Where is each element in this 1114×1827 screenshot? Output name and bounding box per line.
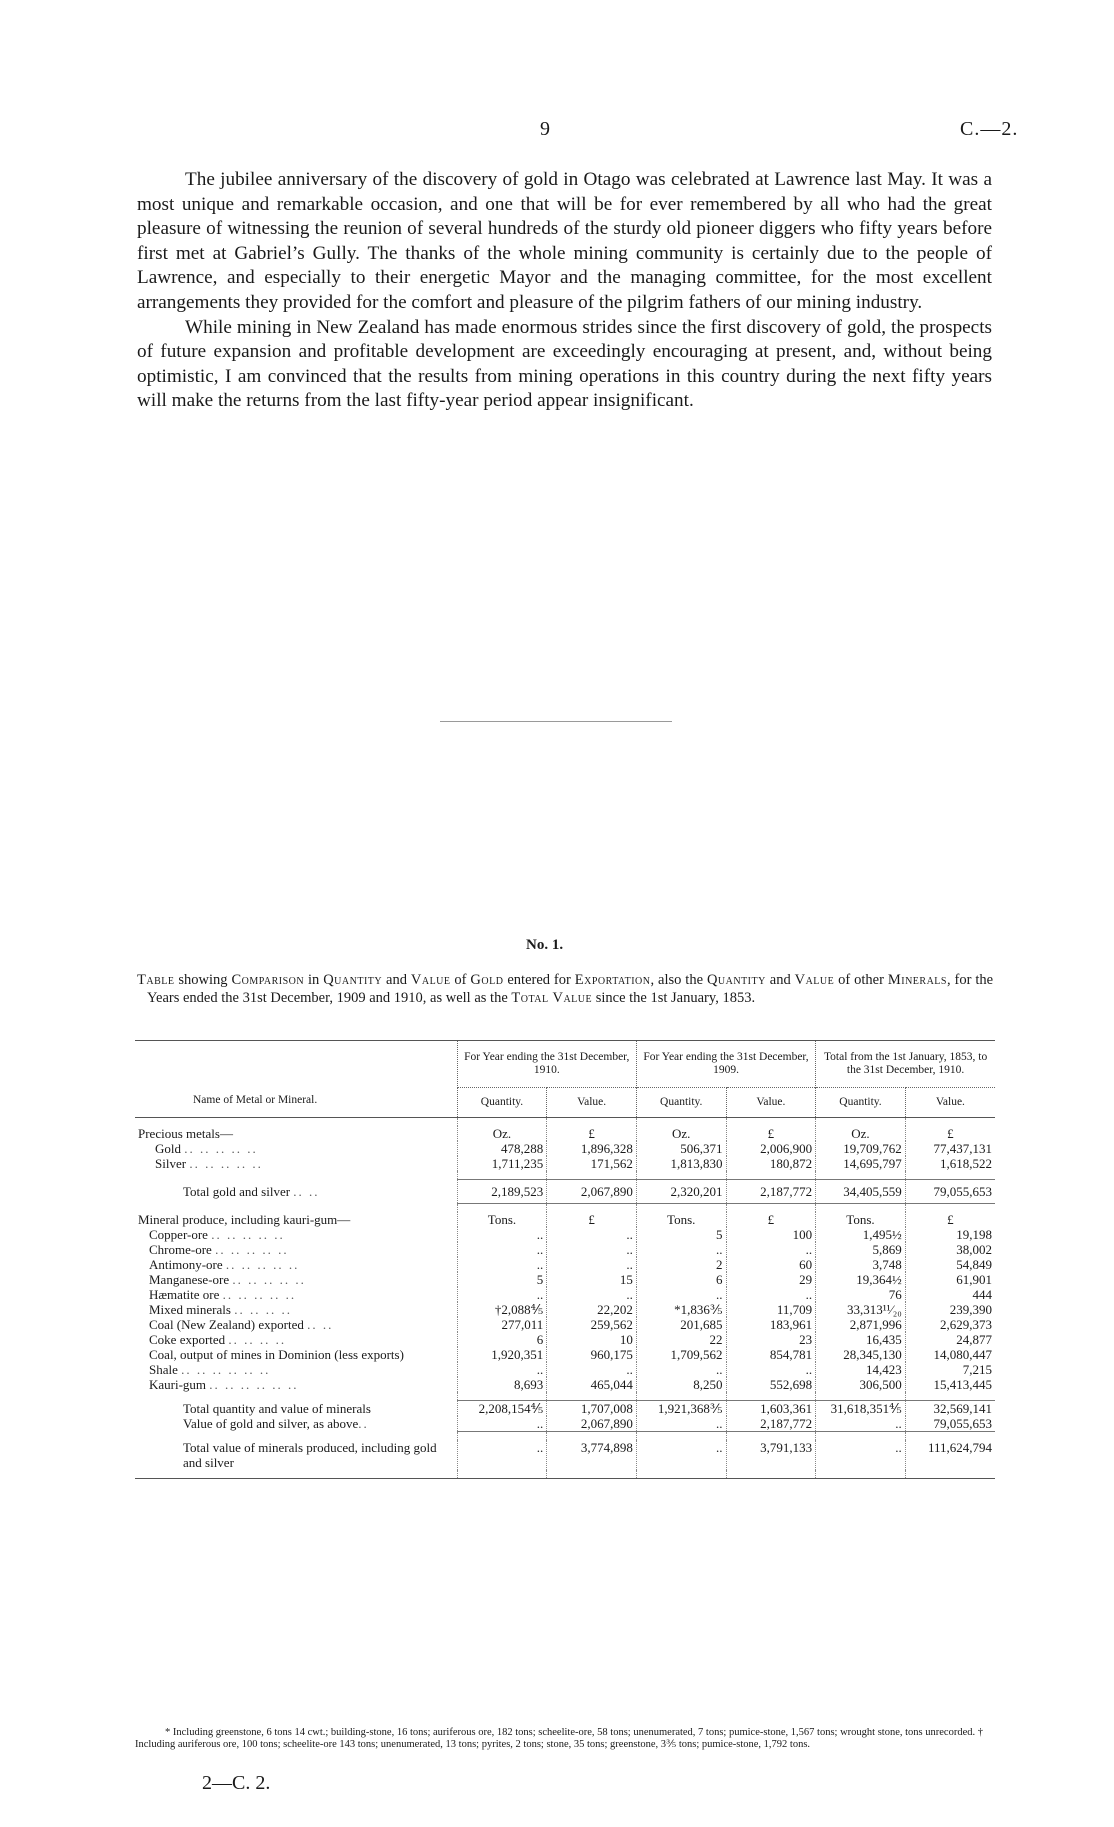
value-header: Value. [726,1088,816,1118]
cell: 10 [547,1332,637,1347]
cell: 28,345,130 [816,1347,906,1362]
section-heading: Precious metals— [138,1126,233,1141]
table-row [135,1180,995,1204]
unit-label: £ [547,1212,637,1227]
cell: 3,748 [816,1257,906,1272]
cell: 19,198 [905,1227,995,1242]
cell: .. [816,1440,906,1470]
table-row [135,1332,995,1347]
cell: 15,413,445 [905,1377,995,1392]
cell: 76 [816,1287,906,1302]
cell: 239,390 [905,1302,995,1317]
cell: .. [636,1362,726,1377]
row-label: Chrome-ore .. .. .. .. .. [149,1242,289,1257]
table-row [135,1141,995,1156]
unit-label: Tons. [816,1212,906,1227]
table-row [135,1212,995,1227]
cell: 3,791,133 [726,1440,816,1470]
cell: 1,711,235 [457,1156,547,1171]
table-row [135,1440,995,1470]
cell: 854,781 [726,1347,816,1362]
cell: .. [636,1440,726,1470]
cell: 14,695,797 [816,1156,906,1171]
row-label: Total gold and silver .. .. [183,1183,320,1199]
cell: .. [457,1287,547,1302]
table-row [135,1362,995,1377]
cell: 2,187,772 [726,1416,816,1432]
cell: 79,055,653 [905,1180,995,1204]
cell: 11,709 [726,1302,816,1317]
unit-label: £ [726,1126,816,1141]
row-label: Value of gold and silver, as above.. [183,1416,369,1431]
row-label: Manganese-ore .. .. .. .. .. [149,1272,306,1287]
name-column-header: Name of Metal or Mineral. [193,1094,318,1106]
cell: 16,435 [816,1332,906,1347]
cell: 444 [905,1287,995,1302]
section-heading: Mineral produce, including kauri-gum— [138,1212,351,1227]
cell: 306,500 [816,1377,906,1392]
cell: 31,618,351⅘ [816,1401,906,1417]
cell: 552,698 [726,1377,816,1392]
row-label: Mixed minerals .. .. .. .. [149,1302,292,1317]
cell: 277,011 [457,1317,547,1332]
group-header-1910: For Year ending the 31st December, 1910. [457,1041,636,1088]
row-label: Hæmatite ore .. .. .. .. .. [149,1287,297,1302]
cell: .. [457,1416,547,1432]
cell: 7,215 [905,1362,995,1377]
row-label: Coal (New Zealand) exported .. .. [149,1317,334,1332]
cell: 1,896,328 [547,1141,637,1156]
table-row [135,1272,995,1287]
cell: .. [457,1257,547,1272]
cell: 2,208,154⅘ [457,1401,547,1417]
cell: .. [816,1416,906,1432]
cell: 1,707,008 [547,1401,637,1417]
row-label: Kauri-gum .. .. .. .. .. .. [149,1377,299,1392]
page-number: 9 [540,118,550,140]
cell: 19,364½ [816,1272,906,1287]
cell: 24,877 [905,1332,995,1347]
cell: 60 [726,1257,816,1272]
group-header-1909: For Year ending the 31st December, 1909. [636,1041,815,1088]
cell: .. [457,1242,547,1257]
cell: .. [457,1362,547,1377]
cell: 38,002 [905,1242,995,1257]
paragraph: While mining in New Zealand has made enormous strides since the first discovery of gold, the prospects of future expansion and profitable development are exceedingly encouraging at present, and, without being optimistic, I am convinced that the results from mining operations in this country during the next fifty years will make the returns from the last fifty-year period appear insignificant. [137,316,992,412]
table-row [135,1317,995,1332]
cell: 5 [636,1227,726,1242]
table-caption: Table showing Comparison in Quantity and Value of Gold entered for Exportation, also the Quantity and Value of other Minerals, for the Years ended the 31st December, 1909 and 1910, as well as the Total Value since the 1st January, 1853. [137,972,994,1006]
table-row [135,1401,995,1417]
cell: 14,080,447 [905,1347,995,1362]
minerals-table [135,1040,995,1479]
cell: 180,872 [726,1156,816,1171]
cell: 2 [636,1257,726,1272]
cell: 15 [547,1272,637,1287]
cell: .. [726,1362,816,1377]
cell: *1,836⅗ [636,1302,726,1317]
unit-label: Oz. [457,1126,547,1141]
cell: 5 [457,1272,547,1287]
cell: 506,371 [636,1141,726,1156]
unit-label: Tons. [636,1212,726,1227]
cell: 201,685 [636,1317,726,1332]
row-label: Antimony-ore .. .. .. .. .. [149,1257,300,1272]
section-divider [440,721,672,722]
cell: 23 [726,1332,816,1347]
quantity-header: Quantity. [816,1088,906,1118]
cell: 2,320,201 [636,1180,726,1204]
value-header: Value. [905,1088,995,1118]
table-row [135,1126,995,1141]
cell: .. [547,1257,637,1272]
cell: 111,624,794 [905,1440,995,1470]
cell: 8,693 [457,1377,547,1392]
row-label: Copper-ore .. .. .. .. .. [149,1227,285,1242]
table-row [135,1302,995,1317]
unit-label: £ [547,1126,637,1141]
cell: 19,709,762 [816,1141,906,1156]
quantity-header: Quantity. [457,1088,547,1118]
table-row [135,1242,995,1257]
unit-label: £ [905,1212,995,1227]
cell: .. [547,1362,637,1377]
cell: 5,869 [816,1242,906,1257]
cell: 2,006,900 [726,1141,816,1156]
row-label: Gold .. .. .. .. .. [155,1141,258,1156]
cell: 22 [636,1332,726,1347]
unit-label: Oz. [816,1126,906,1141]
cell: 1,618,522 [905,1156,995,1171]
cell: .. [457,1227,547,1242]
cell: 77,437,131 [905,1141,995,1156]
cell: 1,813,830 [636,1156,726,1171]
cell: 1,603,361 [726,1401,816,1417]
row-label: Coke exported .. .. .. .. [149,1332,287,1347]
group-header-total: Total from the 1st January, 1853, to the 31st December, 1910. [816,1041,995,1088]
table-footnotes: * Including greenstone, 6 tons 14 cwt.; building-stone, 16 tons; auriferous ore, 182 tons; scheelite-ore, 58 tons; unenumerated, 7 tons; pumice-stone, 1,567 tons; wrought stone, tons unrecorded. † Including auriferous ore, 100 tons; scheelite-ore 143 tons; unenumerated, 13 tons; pyrites, 2 tons; stone, 35 tons; greenstone, 3⅗ tons; pumice-stone, 1,792 tons. [135,1727,983,1750]
cell: 54,849 [905,1257,995,1272]
cell: 465,044 [547,1377,637,1392]
cell: 22,202 [547,1302,637,1317]
row-label: Shale .. .. .. .. .. .. [149,1362,271,1377]
cell: 32,569,141 [905,1401,995,1417]
cell: 79,055,653 [905,1416,995,1432]
cell: 2,871,996 [816,1317,906,1332]
cell: 29 [726,1272,816,1287]
cell: .. [547,1242,637,1257]
cell: 183,961 [726,1317,816,1332]
row-label: Total value of minerals produced, including gold and silver [183,1440,437,1470]
row-label: Silver .. .. .. .. .. [155,1156,263,1171]
cell: 1,921,368⅗ [636,1401,726,1417]
table-row [135,1257,995,1272]
row-label: Total quantity and value of minerals [183,1400,371,1416]
cell: .. [547,1287,637,1302]
cell: 14,423 [816,1362,906,1377]
cell: 1,709,562 [636,1347,726,1362]
cell: 1,495½ [816,1227,906,1242]
table-row [135,1227,995,1242]
cell: 960,175 [547,1347,637,1362]
cell: 34,405,559 [816,1180,906,1204]
unit-label: Oz. [636,1126,726,1141]
cell: .. [636,1242,726,1257]
cell: 100 [726,1227,816,1242]
cell: .. [457,1440,547,1470]
cell: .. [636,1287,726,1302]
unit-label: Tons. [457,1212,547,1227]
cell: 2,187,772 [726,1180,816,1204]
cell: 61,901 [905,1272,995,1287]
document-reference: C.—2. [960,118,1019,140]
cell: 33,313¹¹⁄₂₀ [816,1302,906,1317]
quantity-header: Quantity. [636,1088,726,1118]
cell: 2,067,890 [547,1180,637,1204]
cell: †2,088⅘ [457,1302,547,1317]
cell: .. [726,1242,816,1257]
cell: 6 [636,1272,726,1287]
cell: 6 [457,1332,547,1347]
cell: .. [726,1287,816,1302]
cell: 2,067,890 [547,1416,637,1432]
body-text [137,168,992,414]
cell: 8,250 [636,1377,726,1392]
table-number: No. 1. [526,937,564,953]
cell: 259,562 [547,1317,637,1332]
table-row [135,1287,995,1302]
paragraph: The jubilee anniversary of the discovery of gold in Otago was celebrated at Lawrence last May. It was a most unique and remarkable occasion, and one that will be for ever remembered by all who had the great pleasure of witnessing the reunion of several hundreds of the sturdy old pioneer diggers who fifty years before first met at Gabriel’s Gully. The thanks of the whole mining community is certainly due to the people of Lawrence, and especially to their energetic Mayor and the managing committee, for the most excellent arrangements they provided for the comfort and pleasure of the pilgrim fathers of our mining industry. [137,169,992,313]
cell: .. [636,1416,726,1432]
cell: 478,288 [457,1141,547,1156]
value-header: Value. [547,1088,637,1118]
cell: 1,920,351 [457,1347,547,1362]
signature-line: 2—C. 2. [202,1772,271,1794]
cell: 2,629,373 [905,1317,995,1332]
row-label: Coal, output of mines in Dominion (less exports) [149,1347,404,1362]
cell: 171,562 [547,1156,637,1171]
table-row [135,1416,995,1432]
unit-label: £ [905,1126,995,1141]
cell: 2,189,523 [457,1180,547,1204]
unit-label: £ [726,1212,816,1227]
table-row [135,1156,995,1171]
table-row [135,1347,995,1362]
table-row [135,1377,995,1392]
cell: 3,774,898 [547,1440,637,1470]
cell: .. [547,1227,637,1242]
